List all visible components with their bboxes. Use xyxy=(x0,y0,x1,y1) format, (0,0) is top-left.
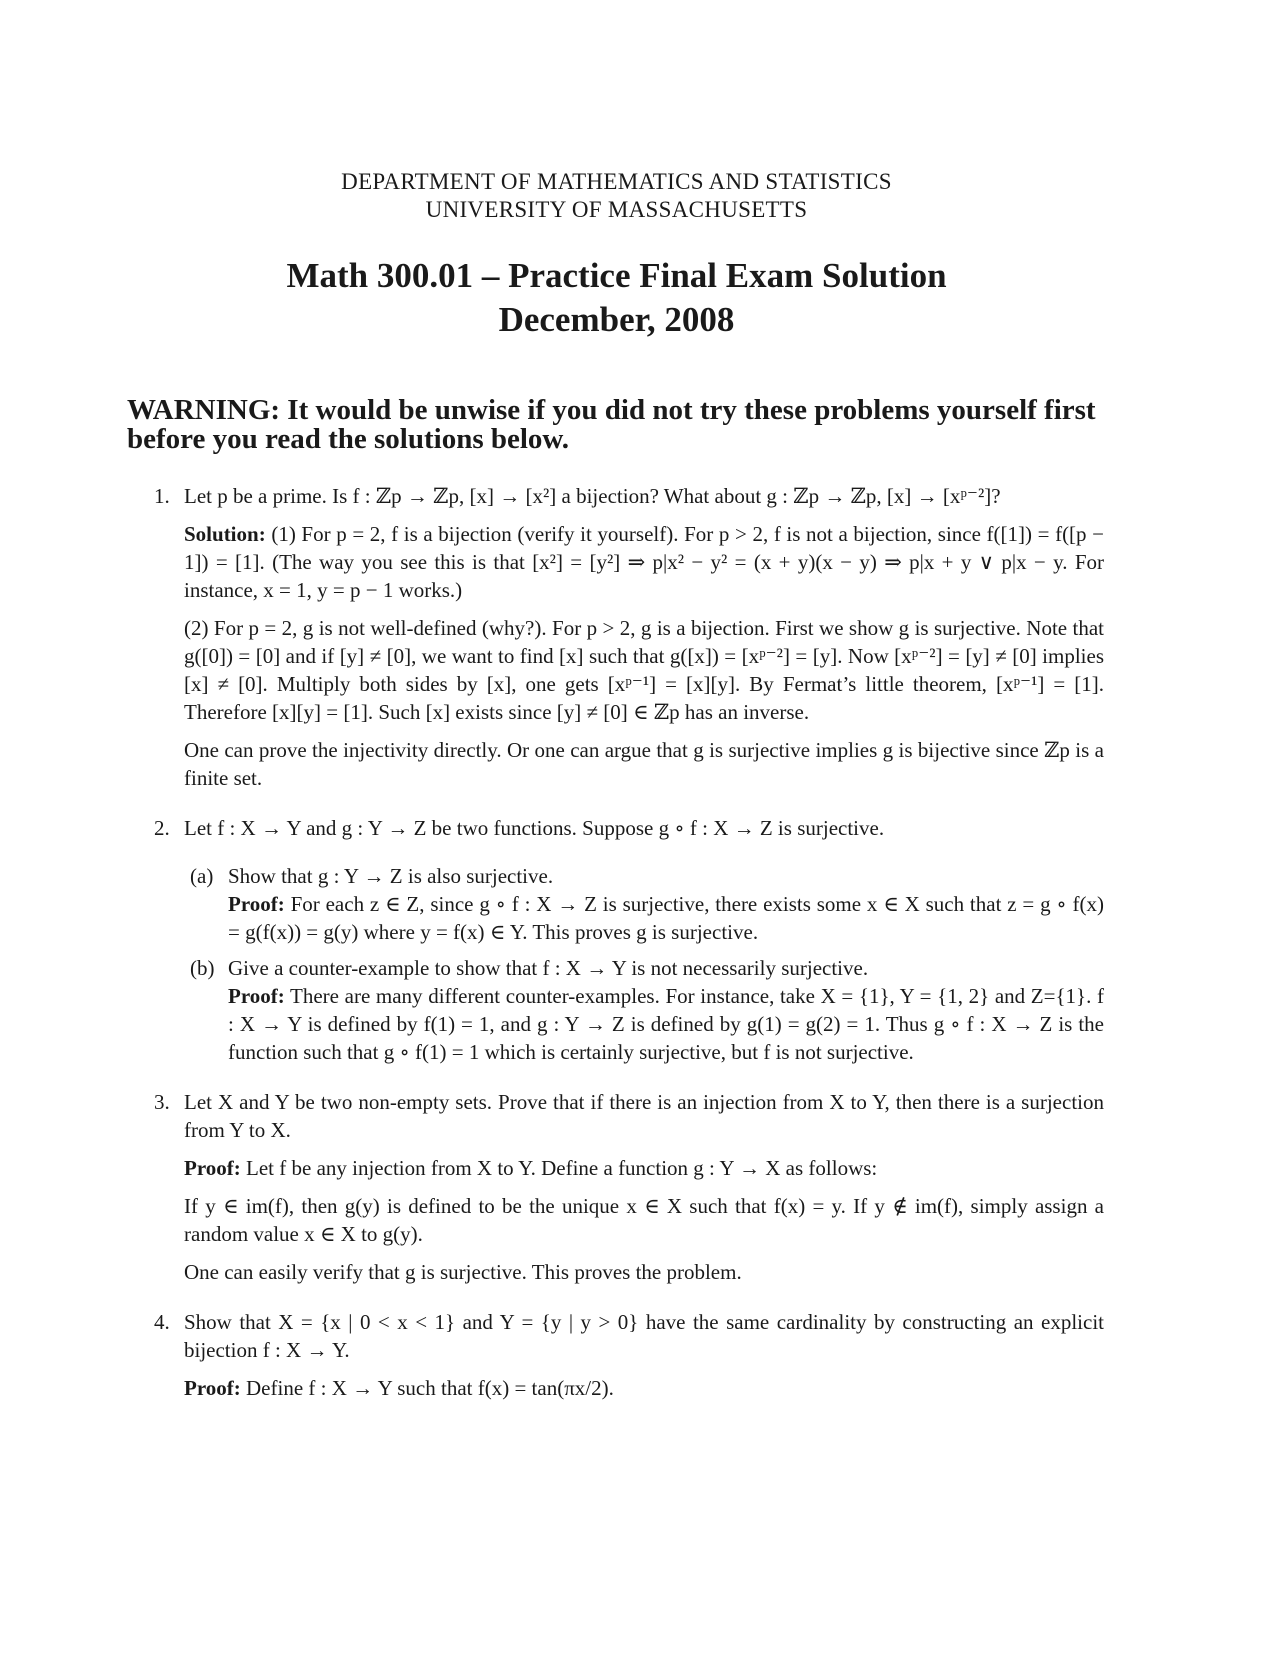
proof-text: Let f be any injection from X to Y. Define a function g : Y → X as follows: xyxy=(246,1156,878,1180)
proof-paragraph xyxy=(184,1374,1104,1402)
sub-question-b xyxy=(184,954,1104,1066)
document-title xyxy=(0,254,1233,342)
proof-label: Proof: xyxy=(228,984,285,1008)
solution-paragraph-3: One can prove the injectivity directly. Or one can argue that g is surjective implies g is bijective since ℤp is a finite set. xyxy=(184,738,1104,790)
proof-paragraph xyxy=(228,890,1104,946)
problem-number: 3. xyxy=(154,1090,170,1114)
proof-text: For each z ∈ Z, since g ∘ f : X → Z is surjective, there exists some x ∈ X such that z = g ∘ f(x) = g(f(x)) = g(y) where y = f(x) ∈ Y. This proves g is surjective. xyxy=(228,892,1105,944)
problem-number: 1. xyxy=(154,484,170,508)
title-line-2: December, 2008 xyxy=(498,300,735,339)
sub-question-a xyxy=(184,862,1104,946)
proof-label: Proof: xyxy=(228,892,285,916)
sub-question-label: (b) xyxy=(190,956,215,980)
proof-text: There are many different counter-examples. For instance, take X = {1}, Y = {1, 2} and Z={1}. f : X → Y is defined by f(1) = 1, and g : Y → Z is defined by g(1) = g(2) = 1. Thus g ∘ f : X → Z is the function such that g ∘ f(1) = 1 which is certainly surjective, but f is not surjective. xyxy=(228,984,1104,1064)
sub-question-list xyxy=(184,862,1104,1066)
proof-label: Proof: xyxy=(184,1156,241,1180)
solution-paragraph-1 xyxy=(184,520,1104,604)
problem-number: 4. xyxy=(154,1310,170,1334)
problem-4 xyxy=(154,1308,1104,1402)
university-name: UNIVERSITY OF MASSACHUSETTS xyxy=(425,197,808,222)
problem-list xyxy=(154,482,1104,1402)
problem-statement: Let p be a prime. Is f : ℤp → ℤp, [x] → [x²] a bijection? What about g : ℤp → ℤp, [x] → [xᵖ⁻²]? xyxy=(184,484,1001,508)
problem-2 xyxy=(154,814,1104,1066)
warning-text: WARNING: It would be unwise if you did not try these problems yourself first before you read the solutions below. xyxy=(127,394,1096,455)
sub-question-text: Show that g : Y → Z is also surjective. xyxy=(228,864,554,888)
proof-label: Proof: xyxy=(184,1376,241,1400)
proof-text: Define f : X → Y such that f(x) = tan(πx/2). xyxy=(246,1376,614,1400)
sub-question-label: (a) xyxy=(190,864,214,888)
proof-paragraph xyxy=(228,982,1104,1066)
solution-text: (1) For p = 2, f is a bijection (verify it yourself). For p > 2, f is not a bijection, since f([1]) = f([p − 1]) = [1]. (The way you see this is that [x²] = [y²] ⇒ p|x² − y² = (x + y)(x − y) ⇒ p|x + y ∨ p|x − y. For instance, x = 1, y = p − 1 works.) xyxy=(184,522,1105,602)
document-header xyxy=(0,168,1233,224)
problem-statement: Show that X = {x | 0 < x < 1} and Y = {y | y > 0} have the same cardinality by constructing an explicit bijection f : X → Y. xyxy=(184,1310,1104,1362)
problem-1 xyxy=(154,482,1104,792)
problems-section xyxy=(154,482,1104,1424)
title-line-1: Math 300.01 – Practice Final Exam Solution xyxy=(286,256,947,295)
problem-statement: Let f : X → Y and g : Y → Z be two functions. Suppose g ∘ f : X → Z is surjective. xyxy=(184,816,885,840)
solution-label: Solution: xyxy=(184,522,266,546)
proof-paragraph-3: One can easily verify that g is surjective. This proves the problem. xyxy=(184,1260,742,1284)
solution-paragraph-2: (2) For p = 2, g is not well-defined (why?). For p > 2, g is a bijection. First we show g is surjective. Note that g([0]) = [0] and if [y] ≠ [0], we want to find [x] such that g([x]) = [xᵖ⁻²] = [y]. Now [xᵖ⁻²] = [y] ≠ [0] implies [x] ≠ [0]. Multiply both sides by [x], one gets [xᵖ⁻¹] = [x][y]. By Fermat’s little theorem, [xᵖ⁻¹] = [1]. Therefore [x][y] = [1]. Such [x] exists since [y] ≠ [0] ∈ ℤp has an inverse. xyxy=(184,616,1104,724)
sub-question-text: Give a counter-example to show that f : X → Y is not necessarily surjective. xyxy=(228,956,869,980)
problem-statement: Let X and Y be two non-empty sets. Prove that if there is an injection from X to Y, then there is a surjection from Y to X. xyxy=(184,1090,1104,1142)
problem-3 xyxy=(154,1088,1104,1286)
proof-paragraph-1 xyxy=(184,1154,1104,1182)
proof-paragraph-2: If y ∈ im(f), then g(y) is defined to be the unique x ∈ X such that f(x) = y. If y ∉ im(f), simply assign a random value x ∈ X to g(y). xyxy=(184,1194,1104,1246)
problem-number: 2. xyxy=(154,816,170,840)
department-name: DEPARTMENT OF MATHEMATICS AND STATISTICS xyxy=(341,169,892,194)
